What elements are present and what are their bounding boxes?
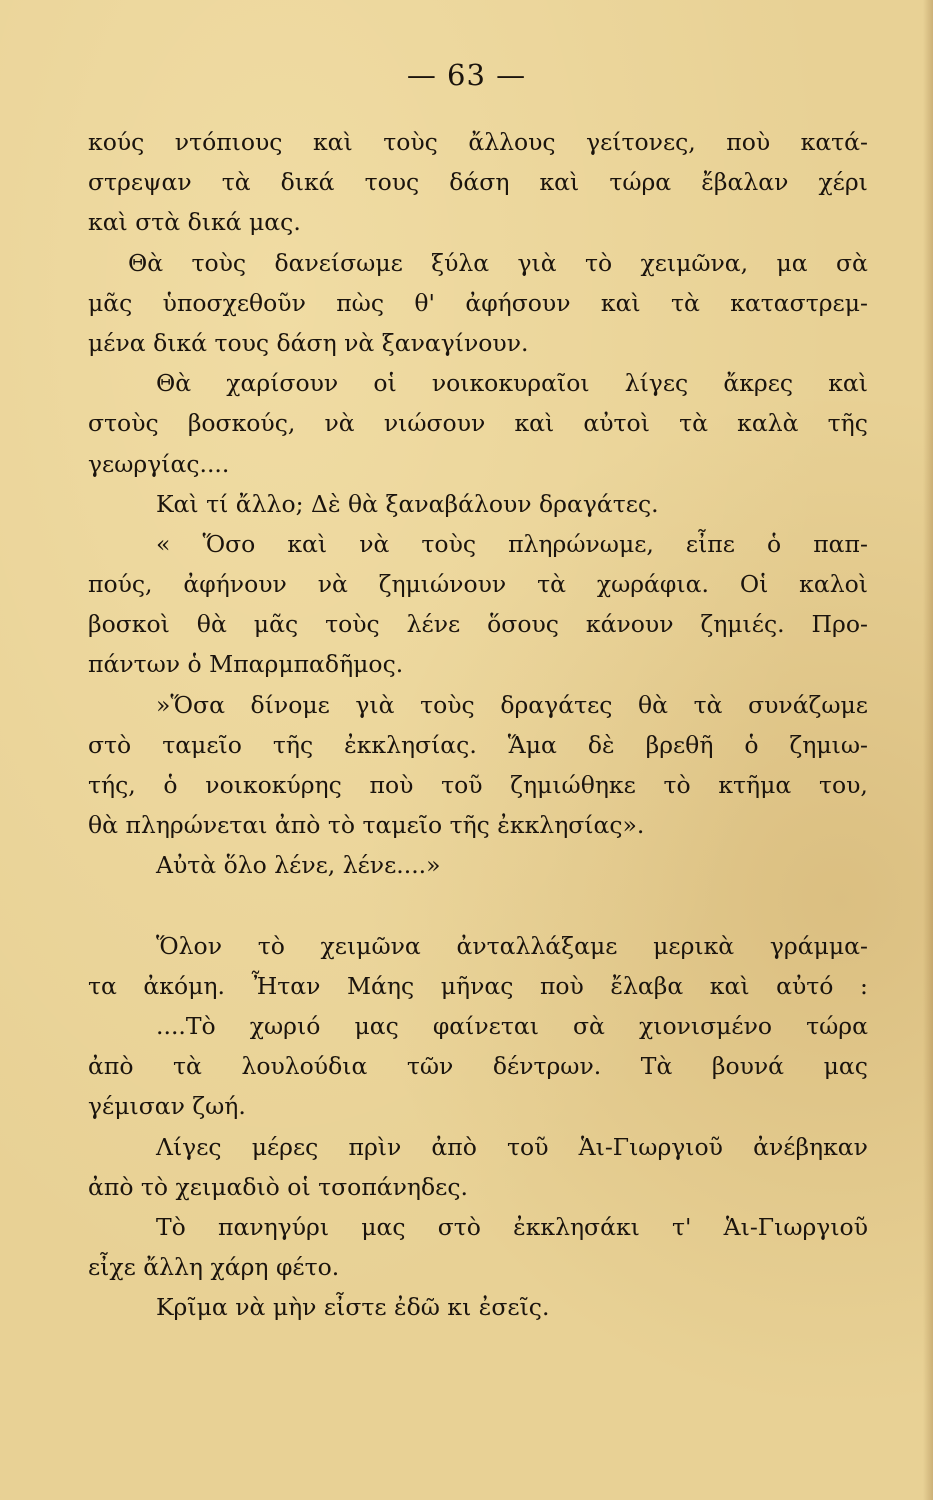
- word: βρεθῆ: [645, 730, 714, 759]
- word: στὸ: [437, 1212, 481, 1241]
- word: Τὰ: [640, 1052, 673, 1081]
- word: τῆς: [827, 409, 868, 438]
- text-line: [88, 1127, 868, 1167]
- text-line: [88, 1006, 868, 1046]
- word: ὁ: [744, 730, 759, 759]
- line-text: ἀπὸ τὸ χειμαδιὸ οἱ τσοπάνηδες.: [88, 1172, 468, 1201]
- line-text: γεωργίας....: [88, 449, 230, 478]
- word: αὐτό: [776, 971, 834, 1000]
- word: χιονισμένο: [639, 1011, 773, 1040]
- word: τὰ: [693, 690, 723, 719]
- word: ἐκκλησίας.: [344, 730, 477, 759]
- word: ὁ: [767, 529, 782, 558]
- text-line: [88, 926, 868, 966]
- word: Ὅσο: [202, 529, 256, 558]
- word: κούς: [88, 128, 145, 156]
- text-line: [88, 243, 868, 283]
- word: πληρώνωμε,: [508, 529, 654, 558]
- word: νὰ: [359, 529, 390, 558]
- word: γιὰ: [355, 690, 395, 719]
- word: χειμῶνα,: [640, 248, 749, 277]
- word: τὸ: [663, 771, 691, 799]
- word: στοὺς: [88, 409, 159, 438]
- word: ἀκόμη.: [143, 971, 225, 1000]
- word: ἔβαλαν: [701, 168, 789, 197]
- word: τοὺς: [191, 248, 247, 277]
- word: δέντρων.: [492, 1052, 602, 1081]
- word: καταστρεμ-: [730, 288, 868, 317]
- word: ζημιώνουν: [378, 570, 507, 599]
- page-text: [88, 122, 868, 1327]
- word: χαρίσουν: [226, 369, 339, 398]
- word: τὰ: [221, 168, 251, 197]
- word: συνάζωμε: [748, 690, 868, 719]
- text-line: [88, 564, 868, 604]
- word: νιώσουν: [383, 409, 486, 438]
- word: τής,: [88, 771, 136, 799]
- word: θὰ: [638, 690, 669, 719]
- line-text: Καὶ τί ἄλλο; Δὲ θὰ ξαναβάλουν δραγάτες.: [156, 489, 659, 518]
- word: ἄλλους: [468, 128, 556, 156]
- word: :: [859, 971, 868, 1000]
- word: καλοὶ: [799, 570, 868, 599]
- word: μῆνας: [440, 971, 514, 1000]
- word: Μάης: [347, 971, 415, 1000]
- word: ἀπὸ: [88, 1052, 134, 1081]
- text-line: [88, 886, 868, 926]
- word: γράμμα-: [769, 931, 868, 960]
- word: τα: [88, 971, 117, 1000]
- word: μᾶς: [253, 610, 299, 639]
- word: μας: [823, 1052, 868, 1081]
- word: τὰ: [679, 409, 708, 438]
- word: μερικὰ: [653, 931, 735, 960]
- text-line: [88, 1287, 868, 1327]
- text-line: [88, 444, 868, 484]
- line-text: πάντων ὁ Μπαρμπαδῆμος.: [88, 650, 404, 679]
- text-line: [88, 644, 868, 684]
- word: δικά: [280, 168, 335, 197]
- text-line: [88, 524, 868, 564]
- word: Ἁι-Γιωργιοῦ: [723, 1212, 868, 1241]
- word: Ὅλον: [156, 931, 222, 960]
- line-text: καὶ στὰ δικά μας.: [88, 208, 301, 237]
- text-line: [88, 122, 868, 162]
- word: χέρι: [818, 168, 868, 197]
- word: ὑποσχεθοῦν: [162, 288, 306, 317]
- word: καὶ: [514, 409, 555, 438]
- word: τώρα: [806, 1011, 868, 1040]
- word: καὶ: [709, 971, 750, 1000]
- word: οἱ: [373, 369, 397, 398]
- word: νὰ: [324, 409, 355, 438]
- word: καὶ: [312, 128, 353, 156]
- line-text: γέμισαν ζωή.: [88, 1092, 246, 1121]
- word: φαίνεται: [432, 1011, 539, 1040]
- word: καλὰ: [737, 409, 799, 438]
- word: θὰ: [196, 610, 227, 639]
- word: «: [156, 529, 171, 558]
- text-line: [88, 1247, 868, 1287]
- page-number: — 63 —: [406, 58, 527, 92]
- text-line: [88, 363, 868, 403]
- word: τοὺς: [325, 610, 380, 639]
- word: τους: [364, 168, 420, 197]
- word: του,: [818, 771, 868, 799]
- word: ἐκκλησάκι: [513, 1212, 640, 1241]
- text-line: [88, 1167, 868, 1207]
- word: μας: [361, 1212, 406, 1241]
- word: εἶπε: [685, 529, 735, 558]
- word: ἀπὸ: [431, 1132, 477, 1161]
- word: χειμῶνα: [320, 931, 421, 960]
- word: Θὰ: [128, 248, 164, 277]
- word: τὸ: [257, 931, 285, 960]
- word: νοικοκυραῖοι: [431, 369, 590, 398]
- word: στρεψαν: [88, 168, 192, 197]
- word: ταμεῖο: [162, 730, 242, 759]
- word: τὰ: [671, 288, 700, 317]
- word: τὸ: [584, 248, 613, 277]
- word: βουνά: [711, 1052, 785, 1081]
- word: τ': [672, 1212, 692, 1241]
- word: ζημιώθηκε: [510, 771, 636, 799]
- word: Οἱ: [739, 570, 769, 599]
- word: ἔλαβα: [610, 971, 684, 1000]
- word: κάνουν: [585, 610, 674, 639]
- word: ἄκρες: [723, 369, 794, 398]
- text-line: [88, 484, 868, 524]
- text-line: [88, 685, 868, 725]
- word: δραγάτες: [500, 690, 613, 719]
- word: γείτονες,: [586, 128, 696, 156]
- word: τὰ: [537, 570, 566, 599]
- text-line: [88, 966, 868, 1006]
- word: μα: [776, 248, 808, 277]
- word: τοὺς: [383, 128, 438, 156]
- word: σὰ: [836, 248, 868, 277]
- word: λίγες: [624, 369, 689, 398]
- word: ποὺ: [726, 128, 771, 156]
- word: Ἦταν: [251, 971, 321, 1000]
- word: τοὺς: [420, 690, 475, 719]
- word: Τὸ: [156, 1212, 186, 1241]
- word: ἀφήσουν: [465, 288, 571, 317]
- word: πούς,: [88, 570, 153, 599]
- word: καὶ: [828, 369, 868, 398]
- word: καὶ: [600, 288, 641, 317]
- line-text: εἶχε ἄλλη χάρη φέτο.: [88, 1253, 340, 1282]
- word: ζημιές.: [700, 610, 785, 639]
- word: ξύλα: [431, 248, 490, 277]
- line-text: μένα δικά τους δάση νὰ ξαναγίνουν.: [88, 328, 529, 357]
- word: καὶ: [539, 168, 580, 197]
- text-line: [88, 604, 868, 644]
- word: ἀνταλλάξαμε: [456, 931, 618, 960]
- word: ζημιω-: [789, 730, 868, 759]
- word: μέρες: [251, 1132, 319, 1161]
- text-line: [88, 403, 868, 443]
- text-line: [88, 162, 868, 202]
- word: τῶν: [406, 1052, 454, 1081]
- word: πρὶν: [348, 1132, 402, 1161]
- word: νοικοκύρης: [205, 771, 342, 799]
- word: τῆς: [272, 730, 314, 759]
- word: Προ-: [811, 610, 868, 639]
- word: χωριό: [249, 1011, 321, 1040]
- text-line: [88, 845, 868, 885]
- word: παπ-: [813, 529, 868, 558]
- word: ποὺ: [539, 971, 584, 1000]
- word: στὸ: [88, 730, 132, 759]
- word: καὶ: [287, 529, 328, 558]
- word: ποὺ: [369, 771, 414, 799]
- word: μας: [354, 1011, 399, 1040]
- word: χωράφια.: [596, 570, 709, 599]
- word: κατά-: [800, 128, 868, 156]
- word: Θὰ: [156, 369, 192, 398]
- word: Ἅμα: [507, 730, 557, 759]
- word: ἀφήνουν: [183, 570, 287, 599]
- text-line: [88, 805, 868, 845]
- word: δίνομε: [250, 690, 330, 719]
- word: νὰ: [317, 570, 348, 599]
- word: δανείσωμε: [274, 248, 403, 277]
- word: βοσκούς,: [187, 409, 296, 438]
- word: σὰ: [573, 1011, 605, 1040]
- word: μᾶς: [88, 288, 133, 317]
- word: ὅσους: [487, 610, 559, 639]
- line-text: Κρῖμα νὰ μὴν εἶστε ἐδῶ κι ἐσεῖς.: [156, 1293, 550, 1322]
- word: Ἁι-Γιωργιοῦ: [578, 1132, 723, 1161]
- text-line: [88, 202, 868, 242]
- text-line: [88, 283, 868, 323]
- word: ντόπιους: [174, 128, 283, 156]
- word: κτῆμα: [718, 771, 792, 799]
- word: βοσκοὶ: [88, 610, 170, 639]
- text-line: [88, 765, 868, 805]
- text-line: [88, 1086, 868, 1126]
- word: τοῦ: [441, 771, 483, 799]
- text-line: [88, 1207, 868, 1247]
- word: πανηγύρι: [218, 1212, 330, 1241]
- line-text: θὰ πληρώνεται ἀπὸ τὸ ταμεῖο τῆς ἐκκλησίας».: [88, 811, 645, 840]
- word: δὲ: [587, 730, 615, 759]
- word: τοῦ: [507, 1132, 549, 1161]
- word: τώρα: [609, 168, 672, 197]
- line-text: Αὐτὰ ὅλο λένε, λένε....»: [156, 851, 441, 880]
- word: ἀνέβηκαν: [753, 1132, 868, 1161]
- word: »Ὅσα: [156, 690, 225, 719]
- word: ....Τὸ: [156, 1011, 216, 1040]
- text-line: [88, 725, 868, 765]
- word: δάση: [449, 168, 510, 197]
- word: πὼς: [336, 288, 385, 317]
- word: θ': [414, 288, 435, 317]
- word: γιὰ: [517, 248, 557, 277]
- word: αὐτοὶ: [583, 409, 650, 438]
- word: ὁ: [163, 771, 178, 799]
- word: τοὺς: [421, 529, 477, 558]
- text-line: [88, 323, 868, 363]
- word: τὰ: [173, 1052, 202, 1081]
- word: Λίγες: [156, 1132, 222, 1161]
- text-line: [88, 1046, 868, 1086]
- word: λένε: [406, 610, 461, 639]
- word: λουλούδια: [241, 1052, 368, 1081]
